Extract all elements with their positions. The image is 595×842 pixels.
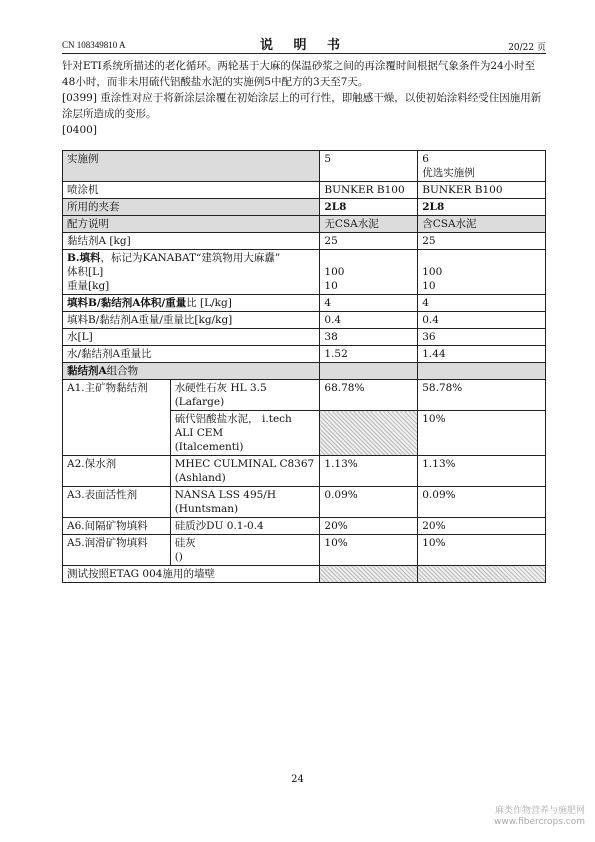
table-cell: 25	[418, 233, 546, 250]
table-cell: A6.间隔矿物填料	[63, 518, 171, 535]
table-cell: 含CSA水泥	[418, 216, 546, 233]
watermark-url: www.fibercrops.com	[494, 817, 585, 827]
table-row	[63, 199, 546, 216]
table-cell: 0.4	[418, 312, 546, 329]
table-row	[63, 518, 546, 535]
table-cell: 2L8	[418, 199, 546, 216]
table-row	[63, 250, 546, 295]
paragraph-0399: [0399] 重涂性对应于将新涂层涂覆在初始涂层上的可行性，即触感干燥，以使初始涂料经受住因施用新涂层所造成的变形。	[62, 92, 542, 120]
patent-number: CN 108349810 A	[62, 40, 126, 50]
table-cell: NANSA LSS 495/H (Huntsman)	[170, 487, 320, 518]
table-cell	[320, 411, 418, 456]
table-cell: 0.4	[320, 312, 418, 329]
table-cell: 黏结剂A组合物	[63, 363, 320, 380]
table-cell: 4	[320, 295, 418, 312]
table-row	[63, 363, 546, 380]
table-cell: 水硬性石灰 HL 3.5 (Lafarge)	[170, 380, 320, 411]
table-cell	[320, 566, 418, 583]
header-divider	[62, 53, 546, 54]
table-cell: A3.表面活性剂	[63, 487, 171, 518]
table-cell: 黏结剂A [kg]	[63, 233, 320, 250]
table-cell: 硅灰 ()	[170, 535, 320, 566]
table-cell: 20%	[320, 518, 418, 535]
body-text	[62, 58, 546, 138]
table-cell: 硅质沙DU 0.1-0.4	[170, 518, 320, 535]
table-cell: 25	[320, 233, 418, 250]
table-row	[63, 346, 546, 363]
table-cell: 填料B/黏结剂A体积/重量比 [L/kg]	[63, 295, 320, 312]
table-row	[63, 535, 546, 566]
table-row	[63, 380, 546, 411]
table-cell: A2.保水剂	[63, 456, 171, 487]
table-cell: A1.主矿物黏结剂	[63, 380, 171, 456]
table-row	[63, 312, 546, 329]
table-row	[63, 487, 546, 518]
page-header	[62, 34, 546, 52]
table-cell: 68.78%	[320, 380, 418, 411]
table-row	[63, 233, 546, 250]
table-cell: 喷涂机	[63, 182, 320, 199]
document-title: 说 明 书	[259, 38, 349, 53]
table-cell: 所用的夹套	[63, 199, 320, 216]
page-indicator: 20/22 页	[508, 43, 546, 53]
table-cell: 58.78%	[418, 380, 546, 411]
table-cell: A5.润滑矿物填料	[63, 535, 171, 566]
table-cell: 0.09%	[320, 487, 418, 518]
formulation-table	[62, 150, 546, 583]
table-cell: 4	[418, 295, 546, 312]
table-row	[63, 151, 546, 182]
table-cell: 测试按照ETAG 004施用的墙壁	[63, 566, 320, 583]
table-cell: 100 10	[320, 250, 418, 295]
page-number: 24	[291, 774, 304, 785]
table-cell: 2L8	[320, 199, 418, 216]
table-cell: 水[L]	[63, 329, 320, 346]
table-cell: BUNKER B100	[320, 182, 418, 199]
watermark	[494, 806, 585, 828]
paragraph-0400: [0400]	[62, 124, 97, 136]
table-cell: 实施例	[63, 151, 320, 182]
table-cell: 100 10	[418, 250, 546, 295]
table-cell: 配方说明	[63, 216, 320, 233]
table-cell	[418, 363, 546, 380]
table-cell: 硫代铝酸盐水泥， i.tech ALI CEM (Italcementi)	[170, 411, 320, 456]
table-cell: 1.52	[320, 346, 418, 363]
table-cell	[320, 363, 418, 380]
table-cell: 38	[320, 329, 418, 346]
table-row	[63, 566, 546, 583]
table-cell: 水/黏结剂A重量比	[63, 346, 320, 363]
table-cell: 1.13%	[418, 456, 546, 487]
table-cell: BUNKER B100	[418, 182, 546, 199]
table-cell: 10%	[418, 411, 546, 456]
table-cell: MHEC CULMINAL C8367 (Ashland)	[170, 456, 320, 487]
table-cell: 36	[418, 329, 546, 346]
table-cell: B.填料，标记为KANABAT“建筑物用大麻纛” 体积[L] 重量[kg]	[63, 250, 320, 295]
table-cell: 20%	[418, 518, 546, 535]
table-row	[63, 182, 546, 199]
table-cell: 5	[320, 151, 418, 182]
table-cell: 6 优选实施例	[418, 151, 546, 182]
table-cell: 1.13%	[320, 456, 418, 487]
preferred-note: 优选实施例	[422, 167, 475, 179]
table-cell	[418, 566, 546, 583]
table-cell: 填料B/黏结剂A重量/重量比[kg/kg]	[63, 312, 320, 329]
table-cell: 1.44	[418, 346, 546, 363]
table-row	[63, 329, 546, 346]
paragraph-continuation: 针对ETI系统所描述的老化循环。两轮基于大麻的保温砂浆之间的再涂覆时间根据气象条件为24小时至48小时，而非未用硫代铝酸盐水泥的实施例5中配方的3天至7天。	[62, 60, 536, 88]
watermark-name: 麻类作物营养与施肥网	[494, 806, 585, 816]
table-cell: 10%	[418, 535, 546, 566]
table-cell: 0.09%	[418, 487, 546, 518]
table-row	[63, 295, 546, 312]
table-cell: 10%	[320, 535, 418, 566]
table-row	[63, 216, 546, 233]
table-cell: 无CSA水泥	[320, 216, 418, 233]
table-row	[63, 456, 546, 487]
